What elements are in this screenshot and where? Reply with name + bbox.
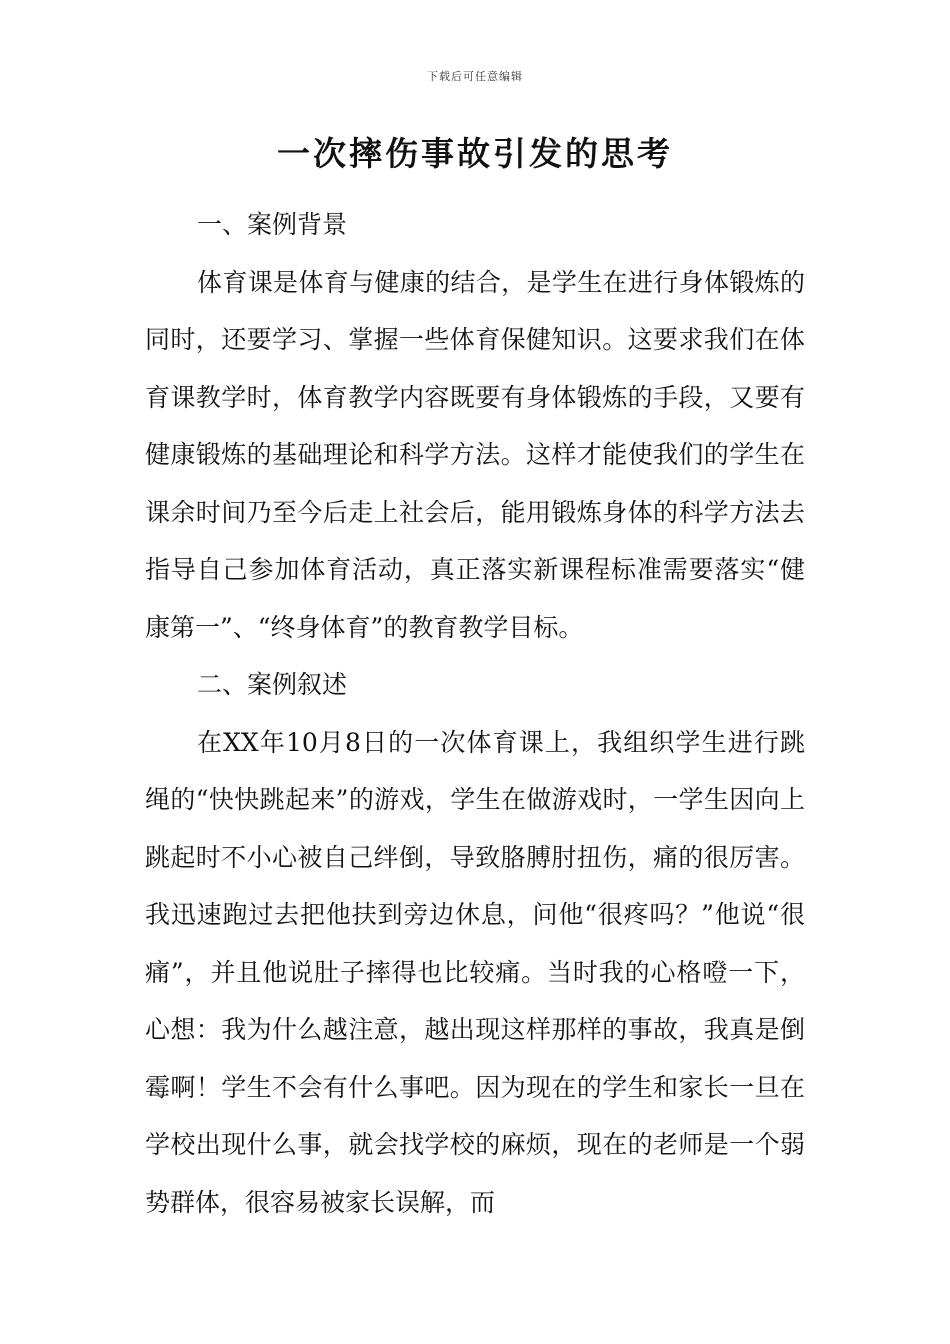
- document-body: [145, 196, 805, 1231]
- document-title: 一次摔伤事故引发的思考: [277, 134, 673, 173]
- header-note: 下载后可任意编辑: [427, 70, 523, 83]
- section-heading-background: 一、案例背景: [197, 210, 348, 239]
- section-heading-narrative: 二、案例叙述: [197, 670, 348, 699]
- paragraph-background: 体育课是体育与健康的结合，是学生在进行身体锻炼的同时，还要学习、掌握一些体育保健知识。这要求我们在体育课教学时，体育教学内容既要有身体锻炼的手段，又要有健康锻炼的基础理论和科学方法。这样才能使我们的学生在课余时间乃至今后走上社会后，能用锻炼身体的科学方法去指导自己参加体育活动，真正落实新课程标准需要落实“健康第一”、“终身体育”的教育教学目标。: [145, 267, 805, 642]
- paragraph-narrative: 在XX年10月8日的一次体育课上，我组织学生进行跳绳的“快快跳起来”的游戏，学生在做游戏时，一学生因向上跳起时不小心被自己绊倒，导致胳膊肘扭伤，痛的很厉害。我迅速跑过去把他扶到旁边休息，问他“很疼吗？”他说“很痛”，并且他说肚子摔得也比较痛。当时我的心格噔一下，心想：我为什么越注意，越出现这样那样的事故，我真是倒霉啊！学生不会有什么事吧。因为现在的学生和家长一旦在学校出现什么事，就会找学校的麻烦，现在的老师是一个弱势群体，很容易被家长误解，而: [145, 727, 805, 1217]
